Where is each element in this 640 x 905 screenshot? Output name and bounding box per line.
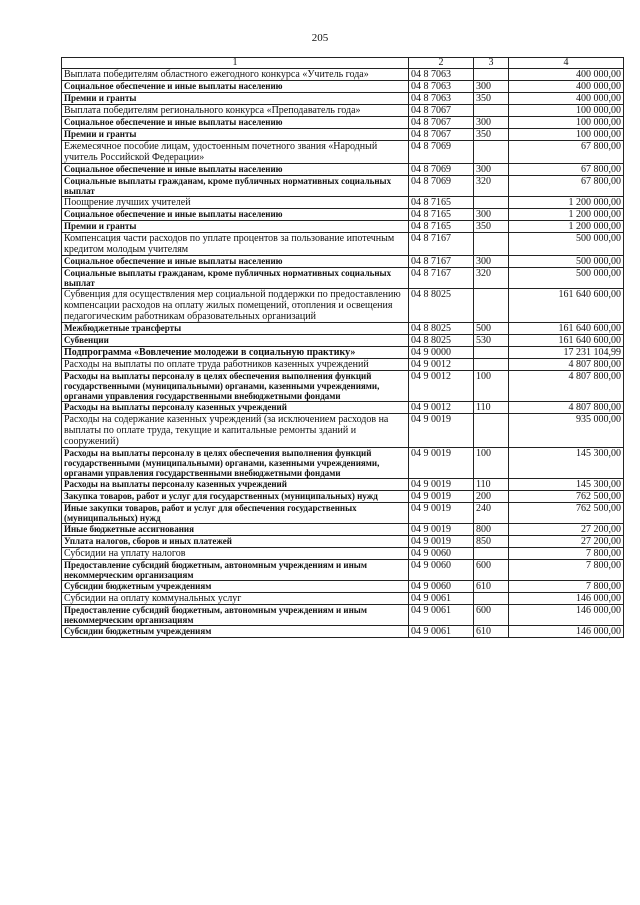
row-code-cell: 04 8 7167 <box>409 268 474 289</box>
row-code-cell: 04 8 7165 <box>409 197 474 209</box>
row-name-cell: Субсидии на уплату налогов <box>62 548 409 560</box>
column-header-code: 2 <box>409 58 474 69</box>
row-code-cell: 04 9 0012 <box>409 371 474 402</box>
row-amount-cell: 762 500,00 <box>509 503 624 524</box>
row-code-cell: 04 8 7067 <box>409 105 474 117</box>
table-row <box>62 548 624 560</box>
table-row <box>62 371 624 402</box>
table-row <box>62 359 624 371</box>
row-code-cell: 04 9 0061 <box>409 605 474 626</box>
row-code-cell: 04 8 7067 <box>409 117 474 129</box>
row-code-cell: 04 8 8025 <box>409 335 474 347</box>
budget-table <box>61 57 624 638</box>
row-name-cell: Премии и гранты <box>62 221 409 233</box>
row-type-cell: 240 <box>474 503 509 524</box>
row-type-cell: 100 <box>474 448 509 479</box>
row-amount-cell: 146 000,00 <box>509 593 624 605</box>
row-amount-cell: 100 000,00 <box>509 117 624 129</box>
table-row <box>62 105 624 117</box>
table-row <box>62 221 624 233</box>
table-row <box>62 626 624 638</box>
row-code-cell: 04 9 0060 <box>409 560 474 581</box>
table-row <box>62 560 624 581</box>
row-code-cell: 04 9 0019 <box>409 448 474 479</box>
row-amount-cell: 145 300,00 <box>509 448 624 479</box>
row-code-cell: 04 8 7063 <box>409 69 474 81</box>
row-type-cell <box>474 105 509 117</box>
row-name-cell: Уплата налогов, сборов и иных платежей <box>62 536 409 548</box>
row-name-cell: Субсидии на оплату коммунальных услуг <box>62 593 409 605</box>
row-type-cell: 320 <box>474 268 509 289</box>
row-type-cell: 350 <box>474 93 509 105</box>
row-amount-cell: 7 800,00 <box>509 560 624 581</box>
row-amount-cell: 100 000,00 <box>509 105 624 117</box>
row-name-cell: Иные бюджетные ассигнования <box>62 524 409 536</box>
row-amount-cell: 500 000,00 <box>509 256 624 268</box>
row-type-cell <box>474 548 509 560</box>
table-row <box>62 141 624 164</box>
row-amount-cell: 1 200 000,00 <box>509 197 624 209</box>
row-name-cell: Иные закупки товаров, работ и услуг для обеспечения государственных (муниципальных) нужд <box>62 503 409 524</box>
table-row <box>62 414 624 448</box>
table-row <box>62 117 624 129</box>
row-name-cell: Ежемесячное пособие лицам, удостоенным почетного звания «Народный учитель Российской Федерации» <box>62 141 409 164</box>
table-body <box>62 69 624 638</box>
row-name-cell: Подпрограмма «Вовлечение молодежи в социальную практику» <box>62 347 409 359</box>
table-row <box>62 402 624 414</box>
row-amount-cell: 500 000,00 <box>509 233 624 256</box>
row-name-cell: Социальное обеспечение и иные выплаты населению <box>62 256 409 268</box>
row-amount-cell: 400 000,00 <box>509 81 624 93</box>
row-amount-cell: 935 000,00 <box>509 414 624 448</box>
row-type-cell: 320 <box>474 176 509 197</box>
row-amount-cell: 67 800,00 <box>509 164 624 176</box>
row-name-cell: Расходы на содержание казенных учреждений (за исключением расходов на выплаты по оплате труда, текущие и капитальные ремонты зданий и сооружений) <box>62 414 409 448</box>
row-code-cell: 04 9 0012 <box>409 359 474 371</box>
table-row <box>62 176 624 197</box>
row-type-cell <box>474 233 509 256</box>
column-header-name: 1 <box>62 58 409 69</box>
row-type-cell: 800 <box>474 524 509 536</box>
row-name-cell: Расходы на выплаты персоналу в целях обеспечения выполнения функций государственными (муниципальными) органами, казенными учреждениями, органами управления государственными внебюджетными фондами <box>62 448 409 479</box>
row-code-cell: 04 9 0019 <box>409 414 474 448</box>
table-row <box>62 593 624 605</box>
table-row <box>62 93 624 105</box>
row-type-cell <box>474 593 509 605</box>
row-name-cell: Социальные выплаты гражданам, кроме публичных нормативных социальных выплат <box>62 268 409 289</box>
table-row <box>62 256 624 268</box>
row-amount-cell: 500 000,00 <box>509 268 624 289</box>
table-row <box>62 524 624 536</box>
row-type-cell: 610 <box>474 626 509 638</box>
row-type-cell: 350 <box>474 129 509 141</box>
table-row <box>62 503 624 524</box>
table-row <box>62 479 624 491</box>
row-amount-cell: 400 000,00 <box>509 69 624 81</box>
row-type-cell <box>474 69 509 81</box>
row-amount-cell: 67 800,00 <box>509 141 624 164</box>
row-type-cell: 300 <box>474 117 509 129</box>
row-type-cell <box>474 289 509 323</box>
row-name-cell: Выплата победителям регионального конкурса «Преподаватель года» <box>62 105 409 117</box>
row-code-cell: 04 9 0061 <box>409 593 474 605</box>
row-code-cell: 04 8 7069 <box>409 176 474 197</box>
table-row <box>62 209 624 221</box>
table-row <box>62 81 624 93</box>
page-number: 205 <box>311 32 329 44</box>
row-amount-cell: 4 807 800,00 <box>509 402 624 414</box>
row-type-cell: 850 <box>474 536 509 548</box>
row-type-cell: 110 <box>474 479 509 491</box>
row-code-cell: 04 9 0019 <box>409 536 474 548</box>
row-code-cell: 04 8 7069 <box>409 164 474 176</box>
row-name-cell: Социальные выплаты гражданам, кроме публичных нормативных социальных выплат <box>62 176 409 197</box>
row-name-cell: Премии и гранты <box>62 129 409 141</box>
row-type-cell: 100 <box>474 371 509 402</box>
row-code-cell: 04 9 0012 <box>409 402 474 414</box>
row-amount-cell: 17 231 104,99 <box>509 347 624 359</box>
row-code-cell: 04 8 7069 <box>409 141 474 164</box>
row-type-cell: 300 <box>474 164 509 176</box>
table-row <box>62 347 624 359</box>
row-name-cell: Субсидии бюджетным учреждениям <box>62 626 409 638</box>
row-name-cell: Социальное обеспечение и иные выплаты населению <box>62 81 409 93</box>
row-amount-cell: 67 800,00 <box>509 176 624 197</box>
row-amount-cell: 7 800,00 <box>509 581 624 593</box>
row-type-cell: 500 <box>474 323 509 335</box>
row-amount-cell: 27 200,00 <box>509 524 624 536</box>
row-name-cell: Субсидии бюджетным учреждениям <box>62 581 409 593</box>
row-name-cell: Социальное обеспечение и иные выплаты населению <box>62 164 409 176</box>
row-type-cell: 300 <box>474 256 509 268</box>
table-header-row <box>62 58 624 69</box>
table-row <box>62 289 624 323</box>
row-code-cell: 04 8 7067 <box>409 129 474 141</box>
row-name-cell: Предоставление субсидий бюджетным, автономным учреждениям и иным некоммерческим организациям <box>62 605 409 626</box>
table-row <box>62 448 624 479</box>
row-code-cell: 04 9 0019 <box>409 491 474 503</box>
row-type-cell: 600 <box>474 605 509 626</box>
row-amount-cell: 1 200 000,00 <box>509 209 624 221</box>
row-name-cell: Расходы на выплаты персоналу в целях обеспечения выполнения функций государственными (муниципальными) органами, казенными учреждениями, органами управления государственными внебюджетными фондами <box>62 371 409 402</box>
row-type-cell <box>474 197 509 209</box>
table-row <box>62 581 624 593</box>
row-type-cell: 300 <box>474 209 509 221</box>
row-amount-cell: 4 807 800,00 <box>509 359 624 371</box>
table-row <box>62 268 624 289</box>
row-code-cell: 04 9 0060 <box>409 581 474 593</box>
row-code-cell: 04 9 0019 <box>409 524 474 536</box>
row-type-cell: 300 <box>474 81 509 93</box>
table-row <box>62 335 624 347</box>
row-amount-cell: 1 200 000,00 <box>509 221 624 233</box>
row-code-cell: 04 9 0000 <box>409 347 474 359</box>
row-code-cell: 04 9 0061 <box>409 626 474 638</box>
row-type-cell: 600 <box>474 560 509 581</box>
row-type-cell <box>474 414 509 448</box>
row-code-cell: 04 8 7063 <box>409 81 474 93</box>
row-amount-cell: 7 800,00 <box>509 548 624 560</box>
table-row <box>62 69 624 81</box>
row-amount-cell: 145 300,00 <box>509 479 624 491</box>
row-type-cell: 350 <box>474 221 509 233</box>
row-amount-cell: 27 200,00 <box>509 536 624 548</box>
row-code-cell: 04 8 7165 <box>409 221 474 233</box>
row-name-cell: Расходы на выплаты персоналу казенных учреждений <box>62 479 409 491</box>
row-type-cell: 530 <box>474 335 509 347</box>
table-row <box>62 536 624 548</box>
table-row <box>62 164 624 176</box>
row-code-cell: 04 8 8025 <box>409 323 474 335</box>
row-name-cell: Социальное обеспечение и иные выплаты населению <box>62 209 409 221</box>
row-code-cell: 04 8 7167 <box>409 256 474 268</box>
row-name-cell: Социальное обеспечение и иные выплаты населению <box>62 117 409 129</box>
row-code-cell: 04 9 0060 <box>409 548 474 560</box>
row-name-cell: Поощрение лучших учителей <box>62 197 409 209</box>
row-name-cell: Расходы на выплаты персоналу казенных учреждений <box>62 402 409 414</box>
row-code-cell: 04 9 0019 <box>409 479 474 491</box>
row-amount-cell: 146 000,00 <box>509 626 624 638</box>
row-amount-cell: 161 640 600,00 <box>509 289 624 323</box>
row-amount-cell: 146 000,00 <box>509 605 624 626</box>
row-name-cell: Компенсация части расходов по уплате процентов за пользование ипотечным кредитом молодым учителям <box>62 233 409 256</box>
row-name-cell: Субвенции <box>62 335 409 347</box>
row-name-cell: Закупка товаров, работ и услуг для государственных (муниципальных) нужд <box>62 491 409 503</box>
column-header-type: 3 <box>474 58 509 69</box>
row-name-cell: Предоставление субсидий бюджетным, автономным учреждениям и иным некоммерческим организациям <box>62 560 409 581</box>
row-name-cell: Премии и гранты <box>62 93 409 105</box>
row-amount-cell: 400 000,00 <box>509 93 624 105</box>
row-type-cell: 610 <box>474 581 509 593</box>
table-row <box>62 197 624 209</box>
row-amount-cell: 100 000,00 <box>509 129 624 141</box>
column-header-amount: 4 <box>509 58 624 69</box>
row-type-cell: 110 <box>474 402 509 414</box>
row-amount-cell: 161 640 600,00 <box>509 323 624 335</box>
table-row <box>62 605 624 626</box>
row-amount-cell: 161 640 600,00 <box>509 335 624 347</box>
row-code-cell: 04 8 7063 <box>409 93 474 105</box>
row-code-cell: 04 9 0019 <box>409 503 474 524</box>
row-name-cell: Межбюджетные трансферты <box>62 323 409 335</box>
table-row <box>62 233 624 256</box>
row-type-cell <box>474 347 509 359</box>
table-row <box>62 323 624 335</box>
table-row <box>62 129 624 141</box>
row-type-cell: 200 <box>474 491 509 503</box>
row-type-cell <box>474 141 509 164</box>
row-code-cell: 04 8 8025 <box>409 289 474 323</box>
row-name-cell: Расходы на выплаты по оплате труда работников казенных учреждений <box>62 359 409 371</box>
row-name-cell: Субвенция для осуществления мер социальной поддержки по предоставлению компенсации расходов на оплату жилых помещений, отопления и освещения педагогическим работникам образовательных организаций <box>62 289 409 323</box>
row-type-cell <box>474 359 509 371</box>
row-code-cell: 04 8 7167 <box>409 233 474 256</box>
row-amount-cell: 4 807 800,00 <box>509 371 624 402</box>
row-name-cell: Выплата победителям областного ежегодного конкурса «Учитель года» <box>62 69 409 81</box>
table-row <box>62 491 624 503</box>
row-code-cell: 04 8 7165 <box>409 209 474 221</box>
row-amount-cell: 762 500,00 <box>509 491 624 503</box>
